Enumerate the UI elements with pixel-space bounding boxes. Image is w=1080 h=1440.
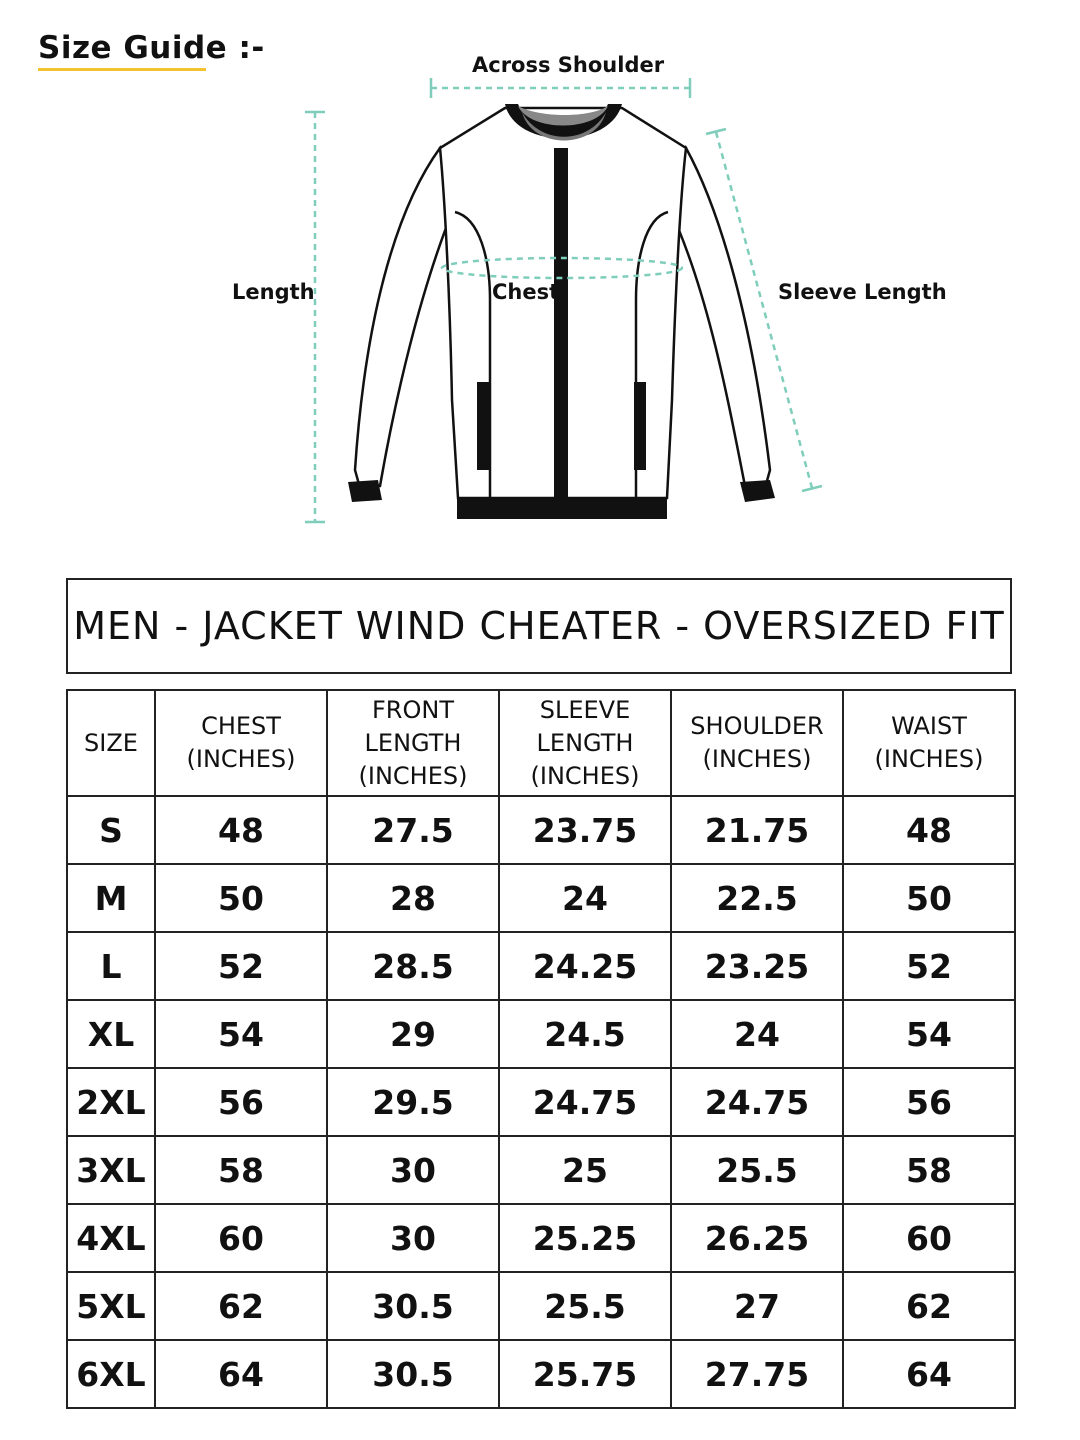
measurement-cell: 24.75 — [499, 1068, 671, 1136]
column-header — [671, 690, 843, 796]
size-cell: S — [67, 796, 155, 864]
column-header — [155, 690, 327, 796]
column-header-line: SIZE — [84, 728, 138, 757]
measurement-cell: 27 — [671, 1272, 843, 1340]
table-row — [67, 1068, 1015, 1136]
size-chart-title-box — [66, 578, 1012, 674]
measurement-cell: 24.5 — [499, 1000, 671, 1068]
size-guide-title-text: Size Guide :- — [38, 30, 265, 66]
right-sleeve — [668, 148, 770, 488]
measurement-cell: 58 — [843, 1136, 1015, 1204]
column-header-line: LENGTH — [364, 728, 462, 757]
measurement-cell: 28 — [327, 864, 499, 932]
size-cell: 3XL — [67, 1136, 155, 1204]
measurement-cell: 29.5 — [327, 1068, 499, 1136]
measurement-cell: 58 — [155, 1136, 327, 1204]
measurement-cell: 64 — [843, 1340, 1015, 1408]
measurement-cell: 48 — [843, 796, 1015, 864]
measurement-cell: 56 — [843, 1068, 1015, 1136]
measurement-cell: 50 — [843, 864, 1015, 932]
column-header-line: SLEEVE — [539, 695, 631, 724]
measurement-cell: 30 — [327, 1136, 499, 1204]
hem-band — [457, 497, 667, 519]
measurement-cell: 22.5 — [671, 864, 843, 932]
measurement-cell: 64 — [155, 1340, 327, 1408]
column-header-line: SHOULDER — [690, 712, 824, 740]
measurement-cell: 27.75 — [671, 1340, 843, 1408]
table-row — [67, 796, 1015, 864]
measurement-cell: 24 — [499, 864, 671, 932]
size-cell: 6XL — [67, 1340, 155, 1408]
column-header-line: (INCHES) — [702, 745, 812, 773]
table-row — [67, 932, 1015, 1000]
table-body — [67, 796, 1015, 1408]
measurement-cell: 54 — [155, 1000, 327, 1068]
across-shoulder-label: Across Shoulder — [472, 53, 665, 77]
table-row — [67, 1136, 1015, 1204]
measurement-cell: 21.75 — [671, 796, 843, 864]
size-cell: M — [67, 864, 155, 932]
measurement-cell: 62 — [843, 1272, 1015, 1340]
size-cell: 2XL — [67, 1068, 155, 1136]
column-header-line: (INCHES) — [530, 761, 640, 790]
measurement-cell: 56 — [155, 1068, 327, 1136]
measurement-cell: 62 — [155, 1272, 327, 1340]
measurement-cell: 24 — [671, 1000, 843, 1068]
jacket-measurement-diagram — [0, 0, 1080, 560]
column-header — [67, 690, 155, 796]
size-cell: XL — [67, 1000, 155, 1068]
measurement-cell: 25.25 — [499, 1204, 671, 1272]
left-cuff — [348, 480, 382, 502]
sleeve-length-label: Sleeve Length — [778, 280, 947, 304]
measurement-cell: 50 — [155, 864, 327, 932]
size-chart-title: MEN - JACKET WIND CHEATER - OVERSIZED FIT — [73, 604, 1005, 648]
measurement-cell: 23.75 — [499, 796, 671, 864]
column-header — [499, 690, 671, 796]
measurement-cell: 23.25 — [671, 932, 843, 1000]
table-row — [67, 1340, 1015, 1408]
table-header-row — [67, 690, 1015, 796]
measurement-cell: 30 — [327, 1204, 499, 1272]
measurement-cell: 28.5 — [327, 932, 499, 1000]
left-pocket — [477, 382, 489, 470]
column-header-line: (INCHES) — [358, 761, 468, 790]
table-row — [67, 864, 1015, 932]
measurement-cell: 29 — [327, 1000, 499, 1068]
measurement-cell: 60 — [843, 1204, 1015, 1272]
length-label: Length — [232, 280, 315, 304]
measurement-cell: 52 — [843, 932, 1015, 1000]
measurement-cell: 48 — [155, 796, 327, 864]
column-header — [843, 690, 1015, 796]
measurement-cell: 27.5 — [327, 796, 499, 864]
measurement-cell: 25.5 — [499, 1272, 671, 1340]
column-header-line: (INCHES) — [186, 745, 296, 773]
size-chart-table — [66, 689, 1016, 1409]
size-cell: 5XL — [67, 1272, 155, 1340]
left-sleeve — [355, 148, 455, 488]
right-pocket — [634, 382, 646, 470]
table-row — [67, 1204, 1015, 1272]
column-header — [327, 690, 499, 796]
column-header-line: CHEST — [201, 712, 281, 740]
column-header-line: LENGTH — [536, 728, 634, 757]
table-row — [67, 1272, 1015, 1340]
measurement-cell: 24.75 — [671, 1068, 843, 1136]
measurement-cell: 60 — [155, 1204, 327, 1272]
measurement-cell: 25.75 — [499, 1340, 671, 1408]
column-header-line: FRONT — [372, 695, 454, 724]
column-header-line: (INCHES) — [874, 745, 984, 773]
right-cuff — [740, 480, 775, 502]
measurement-cell: 25.5 — [671, 1136, 843, 1204]
measurement-cell: 30.5 — [327, 1272, 499, 1340]
size-cell: 4XL — [67, 1204, 155, 1272]
chest-label: Chest — [492, 280, 560, 304]
zipper — [554, 148, 568, 508]
size-cell: L — [67, 932, 155, 1000]
measurement-cell: 52 — [155, 932, 327, 1000]
measurement-cell: 25 — [499, 1136, 671, 1204]
measurement-cell: 26.25 — [671, 1204, 843, 1272]
table-row — [67, 1000, 1015, 1068]
measurement-cell: 30.5 — [327, 1340, 499, 1408]
measurement-cell: 24.25 — [499, 932, 671, 1000]
column-header-line: WAIST — [891, 712, 967, 740]
measurement-cell: 54 — [843, 1000, 1015, 1068]
